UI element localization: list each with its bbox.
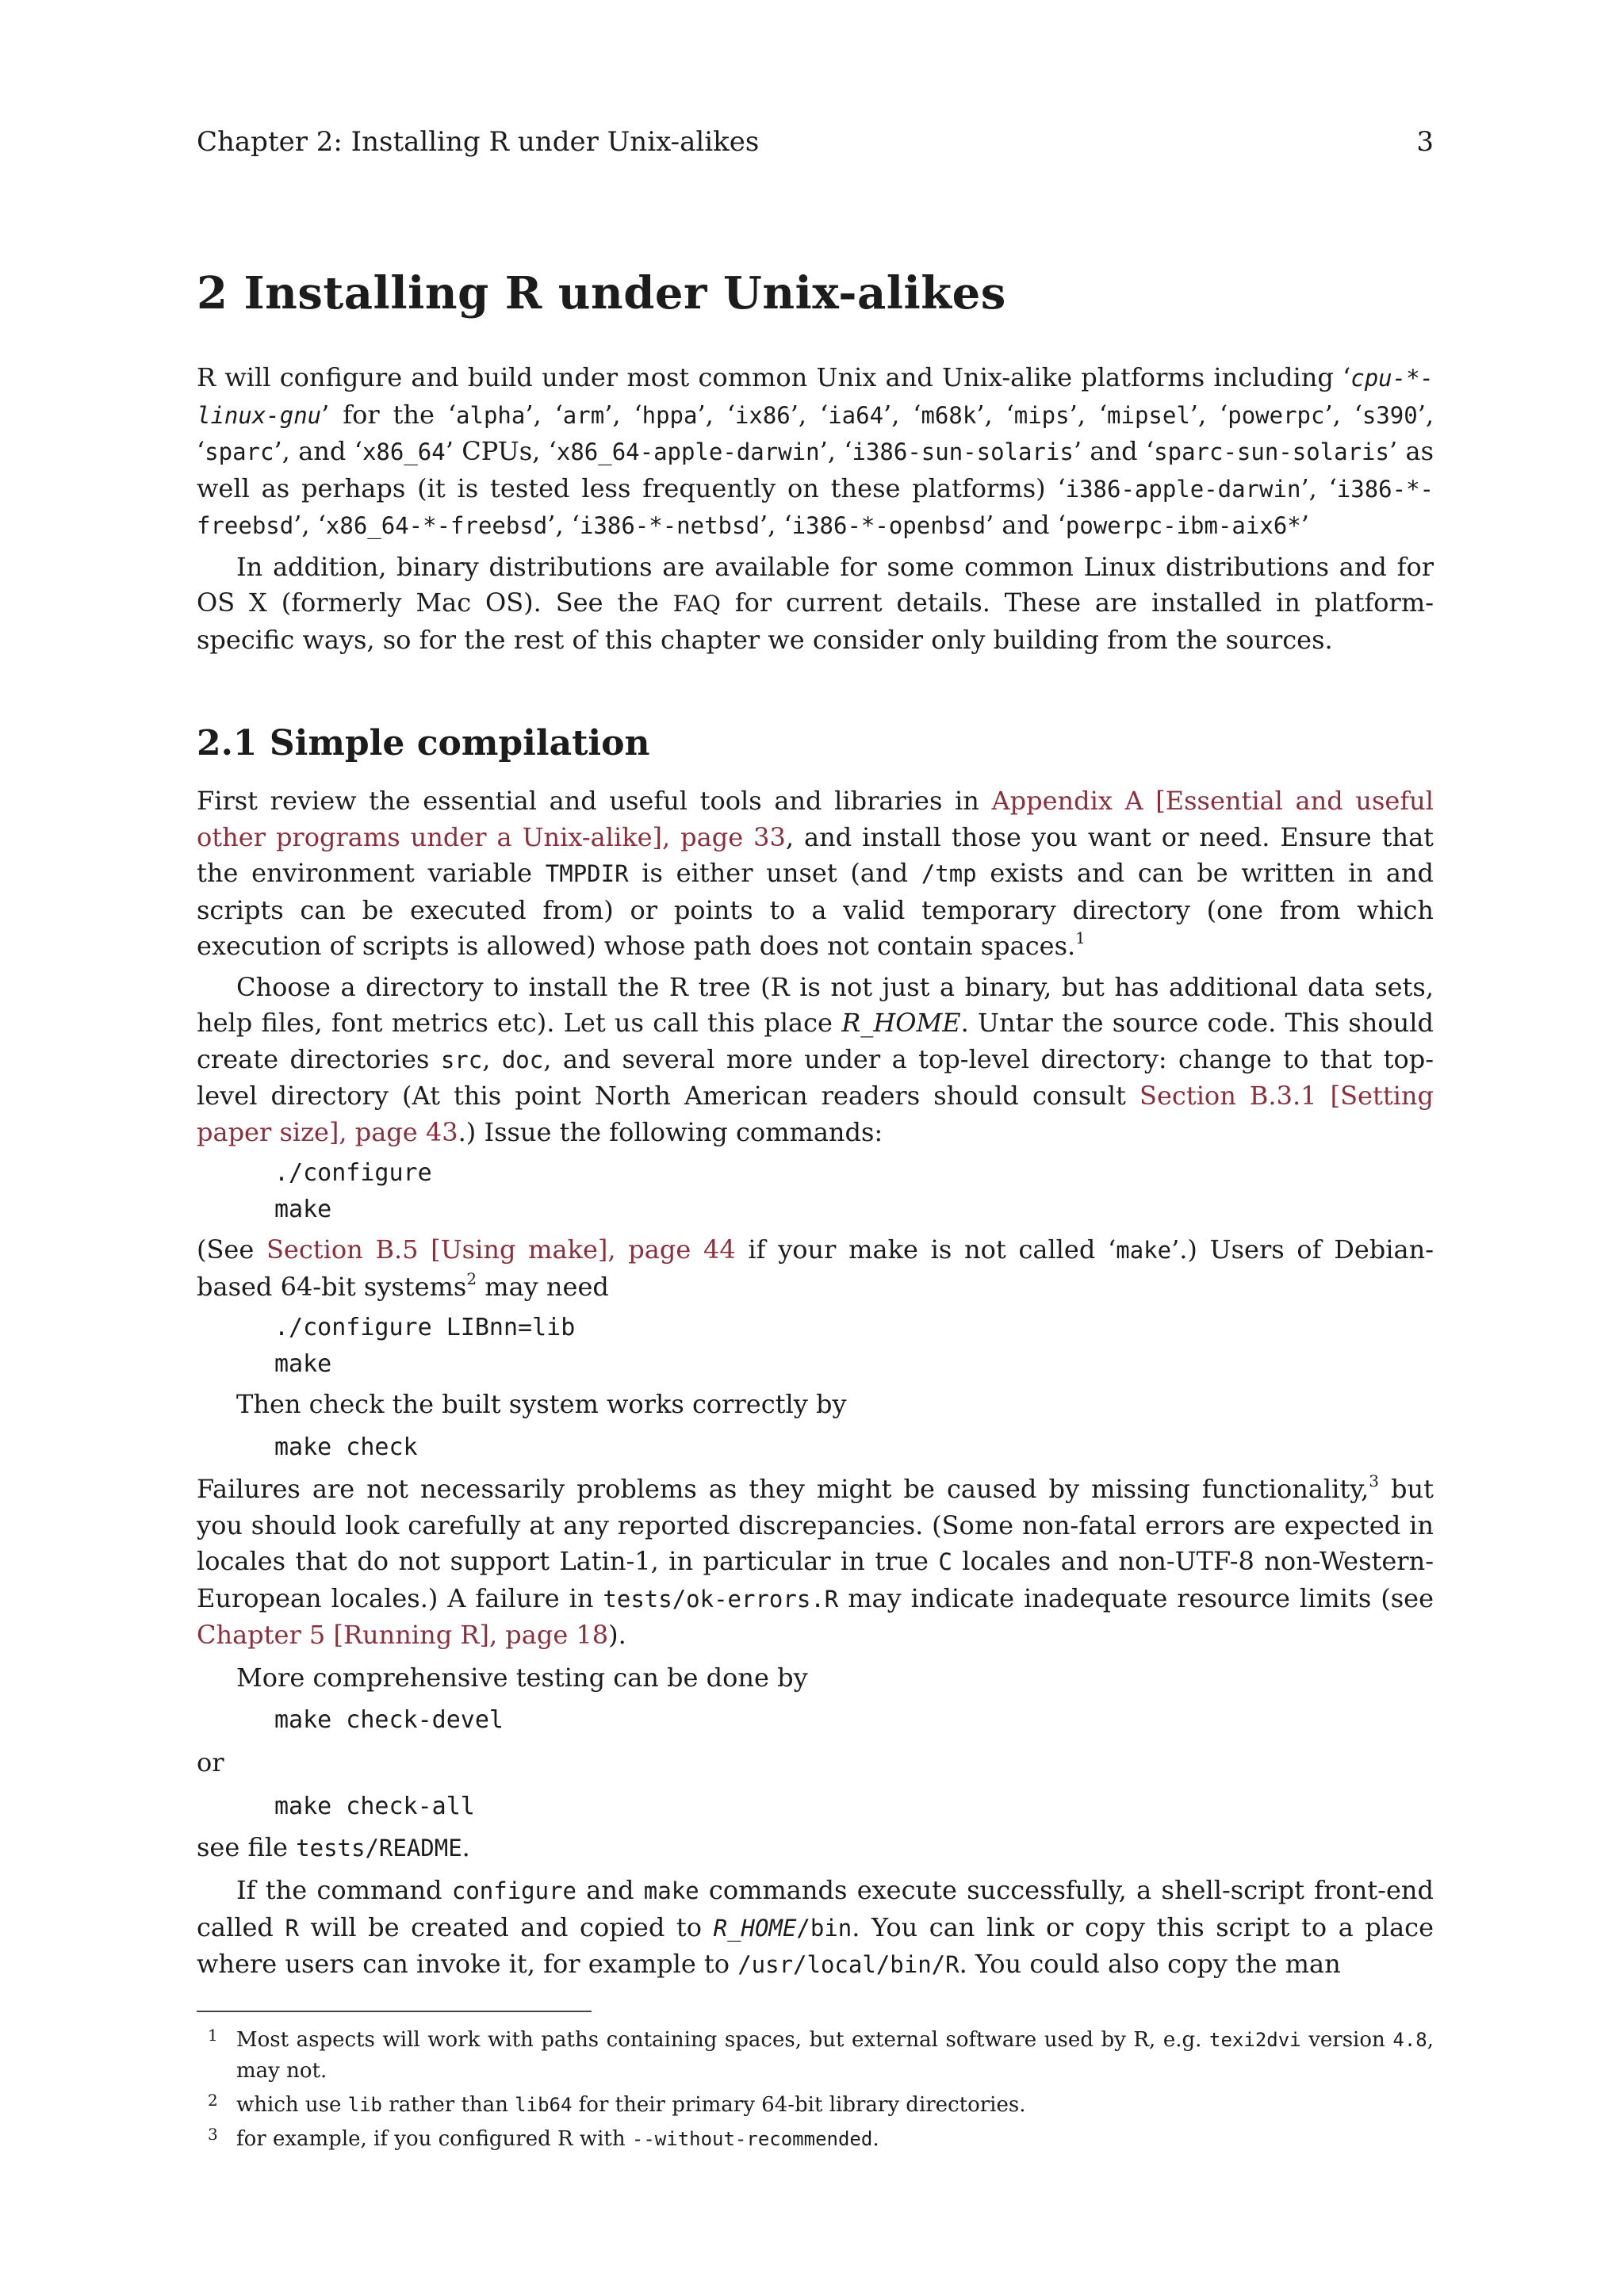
running-header (197, 126, 1434, 158)
intro-block (197, 360, 1434, 658)
code-configure-libnn: ./configure LIBnn=lib make (274, 1314, 576, 1378)
code-make-check: make check (274, 1433, 418, 1461)
footnote-3: 3 for example, if you configured R with --without-recommended. (208, 2125, 879, 2151)
section-title: 2.1 Simple compilation (197, 723, 650, 763)
paragraph-front-end: If the command configure and make commands execute successfully, a shell-script front-end called R will be created and copied to R_HOME/bin. You can link or copy this script to a place where users can invoke it, for example to /usr/local/bin/R. You could also copy the man (197, 1875, 1434, 1979)
link-appendix-a[interactable]: Appendix A [Essential and useful other programs under a Unix-alike], page 33 (197, 786, 1434, 852)
code-configure-make: ./configure make (274, 1159, 432, 1223)
paragraph-using-make: (See Section B.5 [Using make], page 44 if your make is not called ‘make’.) Users of Debian-based 64-bit systems$^2$ may need (197, 1234, 1434, 1302)
paragraph-more-testing: More comprehensive testing can be done by (236, 1662, 808, 1693)
paragraph-failures: Failures are not necessarily problems as they might be caused by missing functionality,$^3$ but you should look carefully at any reported discrepancies. (Some non-fatal errors are expected in locales that do not support Latin-1, in particular in true C locales and non-UTF-8 non-Western-European locales.) A failure in tests/ok-errors.R may indicate inadequate resource limits (see Chapter 5 [Running R], page 18). (197, 1471, 1434, 1650)
paragraph-see-readme: see file tests/README. (197, 1831, 470, 1862)
paragraph-check-built: Then check the built system works correctly by (236, 1389, 847, 1419)
link-section-b31[interactable]: Section B.3.1 [Setting paper size], page 43 (197, 1081, 1434, 1147)
page-number: 3 (1416, 126, 1434, 158)
paragraph-platforms: R will configure and build under most common Unix and Unix-alike platforms including ‘cpu-*-linux-gnu’ for the ‘alpha’, ‘arm’, ‘hppa’, ‘ix86’, ‘ia64’, ‘m68k’, ‘mips’, ‘mipsel’, ‘powerpc’, ‘s390’, ‘sparc’, and ‘x86_64’ CPUs, ‘x86_64-apple-darwin’, ‘i386-sun-solaris’ and ‘sparc-sun-solaris’ as well as perhaps (it is tested less frequently on these platforms) ‘i386-apple-darwin’, ‘i386-*-freebsd’, ‘x86_64-*-freebsd’, ‘i386-*-netbsd’, ‘i386-*-openbsd’ and ‘powerpc-ibm-aix6*’ (197, 362, 1434, 540)
paragraph-or: or (197, 1747, 224, 1777)
footnotes (197, 2025, 1434, 2155)
footnote-ref-1[interactable]: 1 (1075, 928, 1086, 947)
chapter-title: 2 Installing R under Unix-alikes (197, 267, 1006, 320)
paragraph-binary-distributions: In addition, binary distributions are available for some common Linux distributions and for OS X (formerly Mac OS). See the FAQ for current details. These are installed in platform-specific ways, so for the rest of this chapter we consider only building from the sources. (197, 551, 1434, 655)
running-title: Chapter 2: Installing R under Unix-alikes (197, 126, 760, 158)
link-section-b5[interactable]: Section B.5 [Using make], page 44 (266, 1234, 736, 1265)
footnote-ref-3[interactable]: 3 (1369, 1471, 1379, 1490)
code-make-check-devel: make check-devel (274, 1706, 504, 1734)
footnote-ref-2[interactable]: 2 (466, 1269, 477, 1288)
footnote-1: 1 Most aspects will work with paths containing spaces, but external software used by R, e.g. texi2dvi version 4.8, may not. (208, 2026, 1434, 2083)
paragraph-choose-directory: Choose a directory to install the R tree (R is not just a binary, but has additional data sets, help files, font metrics etc). Let us call this place R_HOME. Untar the source code. This should create directories src, doc, and several more under a top-level directory: change to that top-level directory (At this point North American readers should consult Section B.3.1 [Setting paper size], page 43.) Issue the following commands: (197, 971, 1434, 1147)
section-body (197, 783, 1434, 1984)
footnote-divider (197, 2011, 592, 2012)
faq-abbrev: FAQ (672, 591, 721, 617)
footnote-2: 2 which use lib rather than lib64 for their primary 64-bit library directories. (208, 2091, 1026, 2117)
paragraph-review-tools: First review the essential and useful tools and libraries in Appendix A [Essential and useful other programs under a Unix-alike], page 33, and install those you want or need. Ensure that the environment variable TMPDIR is either unset (and /tmp exists and can be written in and scripts can be executed from) or points to a valid temporary directory (one from which execution of scripts is allowed) whose path does not contain spaces.$^1$ (197, 786, 1434, 961)
code-make-check-all: make check-all (274, 1793, 475, 1820)
link-chapter-5[interactable]: Chapter 5 [Running R], page 18 (197, 1620, 609, 1650)
